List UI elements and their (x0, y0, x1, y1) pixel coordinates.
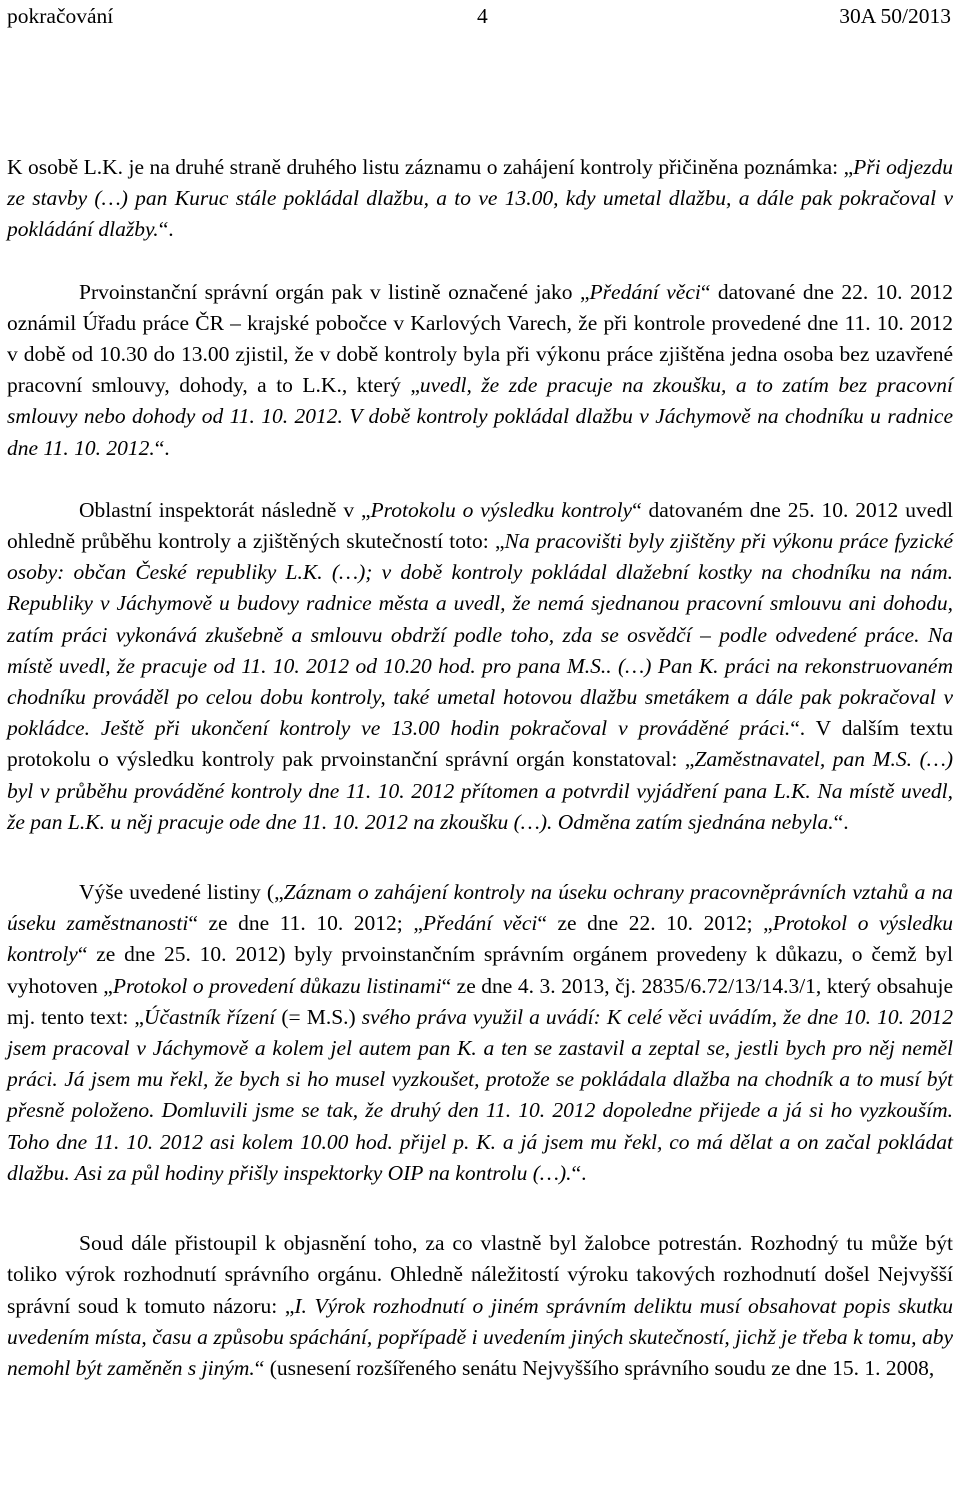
text-run: “. (158, 217, 174, 242)
text-run: Prvoinstanční správní orgán pak v listině označené jako „ (79, 279, 590, 304)
italic-quote: I. Výrok rozhodnutí o jiném správním deliktu musí obsahovat popis skutku uvedením místa, času a způsobu spáchání, popřípadě i uvedením jiných skutečností, jichž je třeba k tomu, aby nemohl být zaměněn s jiným. (7, 1293, 953, 1380)
text-run: “ (usnesení rozšířeného senátu Nejvyššího správního soudu ze dne 15. 1. 2008, (254, 1355, 935, 1380)
italic-quote: Při odjezdu ze stavby (…) pan Kuruc stále pokládal dlažbu, a to ve 13.00, kdy umetal dlažbu, a dále pak pokračoval v pokládání dlažby. (7, 155, 953, 242)
text-run: “ ze dne 22. 10. 2012; „ (537, 911, 773, 936)
italic-quote: uvedl, že zde pracuje na zkoušku, a to zatím bez pracovní smlouvy nebo dohody od 11. 10. 2012. V době kontroly pokládal dlažbu v Jáchymově na chodníku u radnice dne 11. 10. 2012. (7, 373, 953, 460)
text-run: “. (154, 435, 170, 460)
document-body (7, 152, 953, 1384)
italic-quote: Protokol o výsledku kontroly (7, 911, 954, 967)
text-run: “ ze dne 4. 3. 2013, čj. 2835/6.72/13/14.3/1, který obsahuje mj. tento text: „ (7, 973, 953, 1029)
italic-quote: Účastník řízení (143, 1004, 276, 1029)
italic-quote: Předání věci (589, 279, 701, 304)
text-run: Soud dále přistoupil k objasnění toho, za co vlastně byl žalobce potrestán. Rozhodný tu může být toliko výrok rozhodnutí správního orgánu. Ohledně náležitostí výroku takových rozhodnutí došel Nejvyšší správní soud k tomuto názoru: „ (7, 1231, 953, 1318)
text-run: “ ze dne 11. 10. 2012; „ (188, 911, 423, 936)
italic-quote: Předání věci (422, 911, 538, 936)
text-run: (= M.S.) (275, 1004, 362, 1029)
header-case-number: 30A 50/2013 (839, 4, 951, 28)
paragraph-4 (7, 877, 953, 1189)
text-run: “ ze dne 25. 10. 2012) byly prvoinstančním správním orgánem provedeny k důkazu, o čemž byl vyhotoven „ (7, 942, 953, 998)
text-run: Výše uvedené listiny („ (79, 880, 284, 905)
text-run: Oblastní inspektorát následně v „ (79, 497, 371, 522)
italic-quote: Záznam o zahájení kontroly na úseku ochrany pracovněprávních vztahů a na úseku zaměstnanosti (7, 880, 953, 936)
text-run: K osobě L.K. je na druhé straně druhého listu záznamu o zahájení kontroly přičiněna poznámka: „ (7, 155, 854, 179)
paragraph-1 (7, 152, 953, 246)
italic-quote: Zaměstnavatel, pan M.S. (…) byl v průběhu prováděné kontroly dne 11. 10. 2012 přítomen a potvrdil vyjádření pana L.K. Na místě uvedl, že pan L.K. u něj pracuje ode dne 11. 10. 2012 na zkoušku (…). Odměna zatím sjednána nebyla. (7, 747, 953, 834)
italic-quote: Na pracovišti byly zjištěny při výkonu práce fyzické osoby: občan České republiky L.K. (…); v době kontroly pokládal dlažební kostky na chodníku na nám. Republiky v Jáchymově u budovy radnice města a uvedl, že nemá sjednanou pracovní smlouvu ani dohodu, zatím práci vykonává zkušebně a smlouvu obdrží podle toho, zda se osvědčí – podle odvedené práce. Na místě uvedl, že pracuje od 11. 10. 2012 od 10.20 hod. pro pana M.S.. (…) Pan K. práci na rekonstruovaném chodníku prováděl po celou dobu kontroly, také umetal hotovou dlažbu smetákem a dále pak pokračoval v pokládce. Ještě při ukončení kontroly ve 13.00 hodin pokračoval v prováděné práci. (7, 529, 953, 741)
page-header (7, 0, 953, 32)
text-run: “. V dalším textu protokolu o výsledku kontroly pak prvoinstanční správní orgán konstatoval: „ (7, 716, 953, 772)
italic-quote: svého práva využil a uvádí: K celé věci uvádím, že dne 10. 10. 2012 jsem pracoval v Jáchymově a kolem jel autem pan K. a ten se zastavil a zeptal se, jestli bych pro něj neměl práci. Já jsem mu řekl, že bych si ho musel vyzkoušet, protože se pokládala dlažba na chodník a to musí být přesně položeno. Domluvili jsme se tak, že druhý den 11. 10. 2012 dopoledne přijede a já si ho vyzkouším. Toho dne 11. 10. 2012 asi kolem 10.00 hod. přijel p. K. a já jsem mu řekl, co má dělat a on začal pokládat dlažbu. Asi za půl hodiny přišly inspektorky OIP na kontrolu (…). (7, 1004, 953, 1185)
italic-quote: Protokol o provedení důkazu listinami (112, 973, 442, 998)
paragraph-2 (7, 277, 953, 464)
text-run: “. (571, 1160, 587, 1185)
header-continuation: pokračování (7, 4, 114, 28)
italic-quote: Protokolu o výsledku kontroly (370, 497, 633, 522)
text-run: “ datované dne 22. 10. 2012 oznámil Úřadu práce ČR – krajské pobočce v Karlových Varech, že při kontrole provedené dne 11. 10. 2012 v době od 10.30 do 13.00 zjistil, že v době kontroly byla při výkonu práce zjištěna jedna osoba bez uzavřené pracovní smlouvy, dohody, a to L.K., který „ (7, 279, 954, 398)
paragraph-3 (7, 495, 953, 838)
text-run: “. (833, 809, 849, 834)
text-run: “ datovaném dne 25. 10. 2012 uvedl ohledně průběhu kontroly a zjištěných skutečností toto: „ (7, 497, 953, 554)
header-page-number: 4 (477, 4, 488, 28)
paragraph-5 (7, 1228, 953, 1384)
